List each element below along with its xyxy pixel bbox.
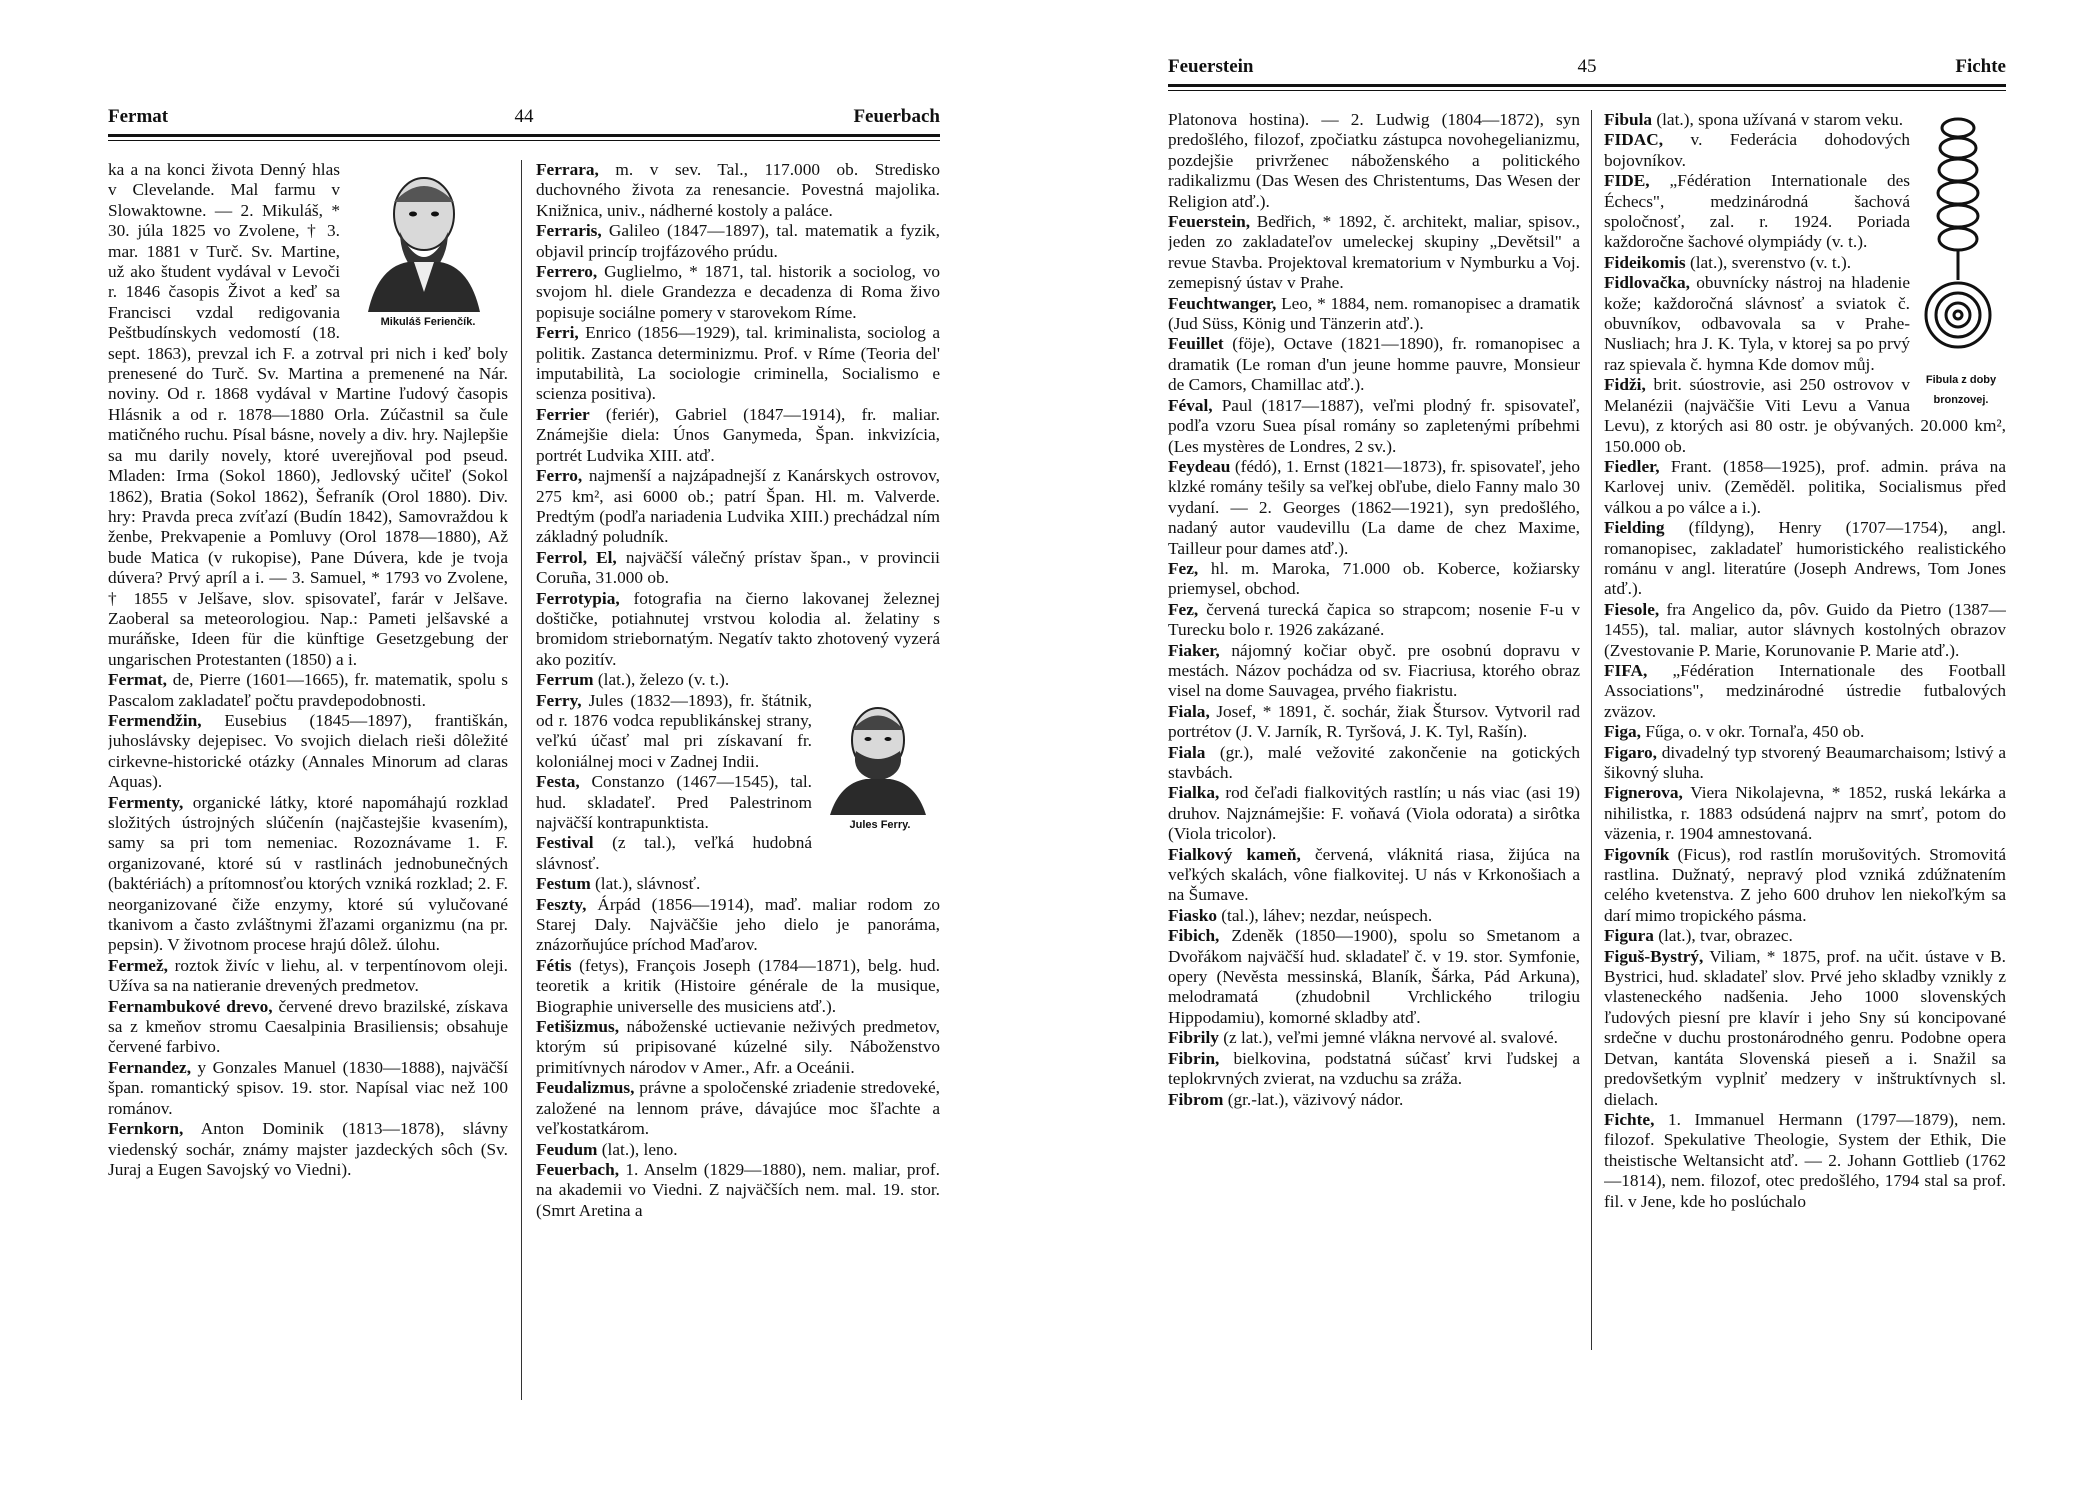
entry-headword: Festa,	[536, 772, 580, 792]
entry-headword: Ferrum	[536, 670, 594, 690]
dictionary-entry	[1168, 600, 1580, 641]
dictionary-entry	[1168, 702, 1580, 743]
header-left-keyword: Fermat	[108, 106, 169, 127]
entry-headword: Figura	[1604, 926, 1654, 946]
entry-headword: Fiedler,	[1604, 456, 1660, 476]
dictionary-entry	[1604, 783, 2006, 844]
header-left-keyword: Feuerstein	[1168, 56, 1254, 77]
entry-headword: Fétis	[536, 955, 572, 975]
dictionary-entry	[108, 997, 508, 1058]
entry-text: (lat.), tvar, obrazec.	[1653, 926, 1793, 946]
entry-headword: Feuillet	[1168, 334, 1224, 354]
dictionary-entry	[108, 1058, 508, 1119]
dictionary-entry	[1604, 1110, 2006, 1212]
column-divider	[521, 160, 522, 1400]
entry-headword: Feuerstein,	[1168, 212, 1251, 232]
entry-text: organické látky, ktoré napomáhajú rozklad složitých ústrojných slúčenín (najčastejšie kvasením), samy sa pri tom nemeniac. Rozoznávame 1. F. organizované, ktoré sú v rastlinách jednobunečných (baktériách) a prítomnosťou ktorých vzniká rozklad; 2. F. neorganizované čiže enzymy, ktoré sú vylučované tkanivom a často zvláštnymi žľazami organizmu (na pr. pepsin). V životnom procese hrajú dôlež. úlohu.	[108, 792, 508, 955]
entry-headword: Fez,	[1168, 599, 1199, 619]
entry-headword: Ferry,	[536, 690, 582, 710]
entry-headword: Figaro,	[1604, 742, 1657, 762]
entry-text: rod čeľadi fialkovitých rastlín; u nás viac (asi 19) druhov. Najznámejšie: F. voňavá (Viola odorata) a sirôtka (Viola tricolor).	[1168, 783, 1580, 844]
dictionary-entry	[536, 548, 940, 589]
entry-headword: Fibich,	[1168, 926, 1220, 946]
dictionary-entry	[1604, 457, 2006, 518]
dictionary-entry	[1604, 722, 2006, 742]
dictionary-entry	[536, 466, 940, 548]
column-divider	[1591, 110, 1592, 1350]
entry-headword: FIDAC,	[1604, 130, 1664, 150]
entry-headword: Fiasko	[1168, 905, 1217, 925]
entry-headword: FIFA,	[1604, 660, 1648, 680]
entry-headword: Fernandez,	[108, 1057, 192, 1077]
running-head	[1168, 50, 2006, 84]
dictionary-entry	[1604, 926, 2006, 946]
dictionary-entry	[1168, 559, 1580, 600]
header-rule-thin	[1168, 90, 2006, 91]
entry-headword: Fialka,	[1168, 783, 1220, 803]
figure-caption: Jules Ferry.	[849, 818, 911, 831]
dictionary-entry	[108, 793, 508, 956]
entry-headword: Fermež,	[108, 955, 168, 975]
dictionary-entry	[1168, 1049, 1580, 1090]
entry-text: (gr.-lat.), väzivový nádor.	[1223, 1089, 1404, 1109]
dictionary-entry	[108, 1119, 508, 1180]
entry-text: červená, vláknitá riasa, žijúca na veľkých skalách, vône fialkovitej. U nás v Krkonošiach a na Šumave.	[1168, 844, 1580, 905]
entry-headword: Figovník	[1604, 844, 1670, 864]
dictionary-entry	[1168, 110, 1580, 212]
entry-text: (gr.), malé vežovité zakončenie na gotických stavbách.	[1168, 742, 1580, 782]
dictionary-entry	[536, 405, 940, 466]
entry-text: v. Federácia dohodových bojovníkov.	[1604, 130, 1910, 170]
dictionary-entry	[536, 1078, 940, 1139]
portrait-illustration	[348, 162, 498, 312]
dictionary-entry	[536, 160, 940, 221]
entry-text: 1. Anselm (1829—1880), nem. maliar, prof. na akademii vo Viedni. Z najväčších nem. mal. 19. stor. (Smrt Aretina a	[536, 1159, 940, 1220]
entry-text: najmenší a najzápadnejší z Kanárskych ostrovov, 275 km², asi 6000 ob.; patrí Špan. Hl. m. Valverde. Predtým (podľa nariadenia Ludvika XIII.) prechádzal ním základný poludník.	[536, 466, 940, 547]
entry-text: (fédó), 1. Ernst (1821—1873), fr. spisovateľ, jeho klzké romány tešily sa veľkej obľube, dielo Fanny malo 30 vydaní. — 2. Georges (1862—1921), syn predošlého, nadaný autor vaudevillu (La dame de chez Maxime, Tailleur pour dames atď.).	[1168, 456, 1580, 558]
portrait-illustration	[820, 695, 934, 815]
right-page-column-1	[1168, 110, 1580, 1400]
entry-headword: Feuchtwanger,	[1168, 293, 1277, 313]
entry-text: (z lat.), veľmi jemné vlákna nervové al. svalové.	[1218, 1028, 1558, 1048]
entry-headword: Fermenty,	[108, 792, 184, 812]
entry-text: (lat.), sverenstvo (v. t.).	[1685, 252, 1852, 272]
entry-text: fra Angelico da, pôv. Guido da Pietro (1387—1455), tal. maliar, autor slávnych kostolných obrazov (Zvestovanie P. Marie, Korunovanie P. Marie atď.).	[1604, 599, 2006, 660]
header-rule-thin	[108, 140, 940, 141]
dictionary-entry	[536, 1140, 940, 1160]
dictionary-entry	[1168, 1090, 1580, 1110]
entry-text: červené drevo brazilské, získava sa z kmeňov stromu Caesalpinia Brasiliensis; obsahuje červené farbivo.	[108, 996, 508, 1057]
dictionary-entry	[1604, 600, 2006, 661]
entry-text: ka a na konci života Denný hlas v Clevelande. Mal farmu v Slowaktowne. — 2. Mikuláš, * 30. júla 1825 vo Zvolene, † 3. mar. 1881 v Turč. Sv. Martine, už ako študent vydával v Levoči r. 1846 časopis Život a keď sa Francisci vzdal redigovania Peštbudínskych vedomostí (18. sept. 1863), prevzal ich F. a zotrval pri nich i keď boly prenesené do Turč. Sv. Martina a premenené na Nár. noviny. Od r. 1868 vydával v Martine ľudový časopis Hlásnik a od r. 1878—1880 Orla. Zúčastnil sa čule matičného ruchu. Písal básne, novely a div. hry. Najlepšie sa mu darily novely, ktoré uverejňoval pod pseud. Mladen: Irma (Sokol 1860), Jedlovský učiteľ (Sokol 1862), Bratia (Sokol 1862), Šefraník (Orol 1880). Div. hry: Pravda preca zvíťazí (Budín 1842), Samovraždou k ženbe, Prekvapenie a Pomluvy (Orol 1878—1880), Až bude Matica (v rukopise), Pane Dúvera, kde je tvoja dúvera? Prvý apríl a i. — 3. Samuel, * 1793 vo Zvolene, † 1855 v Jelšave, slov. spisovateľ, farár v Jelšave. Zaoberal sa meteorologiou. Nap.: Pameti jelšavské a muráňske, Ideen für die künftige Gesetzgebung der ungarischen Protestanten (1850) a i.	[108, 160, 508, 669]
entry-text: Zdeněk (1850—1900), spolu so Smetanom a Dvořákom najväčší hud. skladateľ č. v 19. stor. Symfonie, opery (Nevěsta messinská, Blaník, Šárka, Pád Arkuna), melodramatá (zhudobnil Vrchlického trilogiu Hippodamiu), komorné skladby atď.	[1168, 926, 1580, 1027]
entry-text: Galileo (1847—1897), tal. matematik a fyzik, objavil princíp trojfázového prúdu.	[536, 221, 940, 261]
entry-text: „Fédération Internationale des Football Associations", medzinárodné ústredie futbalových zväzov.	[1604, 660, 2006, 721]
entry-text: Guglielmo, * 1871, tal. historik a sociolog, vo svojom hl. diele Grandezza e decadenza di Roma živo popisuje sociálne pomery v starovekom Ríme.	[536, 262, 940, 322]
fibula-illustration	[1916, 110, 2000, 370]
entry-headword: Fidži,	[1604, 375, 1646, 395]
dictionary-entry	[108, 670, 508, 711]
entry-text: Leo, * 1884, nem. romanopisec a dramatik (Jud Süss, König und Tänzerin atď.).	[1168, 293, 1580, 334]
entry-text: náboženské uctievanie neživých predmetov, ktorým sú pripisované kúzelné sily. Náboženstvo primitívnych národov v Amer., Afr. a Oceánii.	[536, 1017, 940, 1077]
entry-text: (fíldyng), Henry (1707—1754), angl. romanopisec, zakladateľ humoristického realistického románu v angl. literatúre (Joseph Andrews, Tom Jones atď.).	[1604, 518, 2006, 599]
portrait-figure	[820, 695, 940, 835]
entry-text: Anton Dominik (1813—1878), slávny viedenský sochár, známy majster jazdeckých sôch (Sv. Juraj a Eugen Savojský vo Viedni).	[108, 1119, 508, 1179]
dictionary-entry	[536, 1017, 940, 1078]
entry-text: (föje), Octave (1821—1890), fr. romanopisec a dramatik (Le roman d'un jeune homme pauvre, Monsieur de Camors, Chamillac atď.).	[1168, 334, 1580, 395]
entry-headword: Fibula	[1604, 110, 1653, 129]
dictionary-entry	[1168, 334, 1580, 395]
dictionary-entry	[1168, 743, 1580, 784]
dictionary-entry	[1168, 783, 1580, 844]
header-right-keyword: Feuerbach	[853, 106, 940, 127]
dictionary-entry	[1604, 661, 2006, 722]
header-rule	[108, 134, 940, 137]
entry-headword: Ferrero,	[536, 262, 598, 282]
entry-text: m. v sev. Tal., 117.000 ob. Stredisko duchovného života za renesancie. Povestná majolika. Knižnica, univ., nádherné kostoly a paláce.	[536, 160, 940, 220]
entry-headword: Ferrotypia,	[536, 588, 620, 608]
entry-headword: Fiesole,	[1604, 599, 1660, 619]
entry-headword: Fermendžin,	[108, 710, 202, 730]
dictionary-entry	[108, 711, 508, 793]
dictionary-entry	[1604, 518, 2006, 600]
entry-text: Platonova hostina). — 2. Ludwig (1804—1872), syn predošlého, filozof, zpočiatku zástupca novohegelianizmu, pozdejšie privrženec náboženského a politického radikalizmu (Das Wesen des Christentums, Das Wesen der Religion atď.).	[1168, 110, 1580, 211]
entry-headword: Fielding	[1604, 518, 1665, 538]
entry-text: (lat.), železo (v. t.).	[593, 670, 730, 690]
entry-text: Árpád (1856—1914), maď. maliar rodom zo Starej Daly. Najväčšie jeho dielo je panoráma, znázorňujúce príchod Maďarov.	[536, 894, 940, 955]
entry-headword: Fetišizmus,	[536, 1017, 620, 1037]
entry-text: (z tal.), veľká hudobná slávnosť.	[536, 833, 812, 873]
header-rule	[1168, 84, 2006, 87]
dictionary-entry	[536, 589, 940, 671]
entry-text: „Fédération Internationale des Échecs", medzinárodná šachová spoločnosť, zal. r. 1924. Poriada každoročne šachové olympiády (v. t.).	[1604, 171, 1910, 252]
fibula-figure	[1916, 110, 2006, 411]
entry-headword: Fignerova,	[1604, 783, 1683, 803]
entry-headword: Feudum	[536, 1139, 598, 1159]
entry-headword: Feydeau	[1168, 456, 1231, 476]
dictionary-entry	[1168, 294, 1580, 335]
dictionary-entry	[1604, 947, 2006, 1110]
entry-text: hl. m. Maroka, 71.000 ob. Koberce, kožiarsky priemysel, obchod.	[1168, 558, 1580, 599]
dictionary-entry	[536, 262, 940, 323]
entry-text: (feriér), Gabriel (1847—1914), fr. maliar. Známejšie diela: Únos Ganymeda, Špan. inkvizícia, portrét Ludvika XIII. atď.	[536, 404, 940, 465]
entry-text: de, Pierre (1601—1665), fr. matematik, spolu s Pascalom zakladateľ počtu pravdepodobnosti.	[108, 670, 508, 710]
entry-headword: Fiala,	[1168, 701, 1210, 721]
entry-text: právne a spoločenské zriadenie stredoveké, založené na lennom práve, dávajúce moc šľachte a veľkostatkárom.	[536, 1078, 940, 1139]
header-right-keyword: Fichte	[1955, 56, 2006, 77]
entry-headword: Feudalizmus,	[536, 1078, 635, 1098]
entry-headword: Festival	[536, 833, 594, 853]
entry-text: Bedřich, * 1892, č. architekt, maliar, spisov., jeden zo zakladateľov umeleckej skupiny „Devětsil" a revue Stavba. Projektoval krematorium v Nymburku a Voj. zemepisný ústav v Prahe.	[1168, 212, 1580, 293]
entry-text: 1. Immanuel Hermann (1797—1879), nem. filozof. Spekulative Theologie, System der Ethik, Die theistische Weltansicht atď. — 2. Johann Gottlieb (1762—1814), nem. filozof, otec predošlého, 1794 stal sa prof. fil. v Jene, kde ho poslúchalo	[1604, 1109, 2006, 1211]
entry-text: roztok živíc v liehu, al. v terpentínovom oleji. Užíva sa na natieranie drevených predmetov.	[108, 955, 508, 996]
dictionary-entry	[1168, 457, 1580, 559]
entry-text: (lat.), slávnosť.	[590, 874, 701, 894]
entry-text: nájomný kočiar obyč. pre osobnú dopravu v mestách. Názov pochádza od sv. Fiacriusa, ktorého obraz visel na dome Sauvagea, prvého fiakristu.	[1168, 640, 1580, 701]
entry-headword: Fialkový kameň,	[1168, 844, 1301, 864]
dictionary-entry	[1604, 743, 2006, 784]
entry-headword: Fernambukové drevo,	[108, 996, 273, 1016]
entry-headword: Fideikomis	[1604, 252, 1686, 272]
running-head	[108, 100, 940, 134]
page-number: 45	[1577, 56, 1597, 77]
entry-text: Viera Nikolajevna, * 1852, ruská lekárka a nihilistka, r. 1883 odsúdená najprv na smrť, potom do väzenia, r. 1904 amnestovaná.	[1604, 783, 2006, 844]
entry-headword: Ferrara,	[536, 160, 599, 179]
entry-headword: Ferri,	[536, 323, 579, 343]
entry-headword: Fidlovačka,	[1604, 273, 1690, 293]
entry-text: y Gonzales Manuel (1830—1888), najväčší špan. romantický spisov. 19. stor. Napísal viac než 100 románov.	[108, 1057, 508, 1118]
dictionary-entry	[536, 956, 940, 1017]
left-page	[108, 100, 940, 1460]
portrait-figure	[348, 162, 508, 332]
dictionary-entry	[536, 670, 940, 690]
entry-text: divadelný typ stvorený Beaumarchaisom; lstivý a šikovný sluha.	[1604, 742, 2006, 782]
entry-headword: Fermat,	[108, 670, 168, 690]
entry-text: obuvnícky nástroj na hladenie kože; každoročná slávnosť a sviatok č. obuvníkov, odbavovala sa v Prahe-Nusliach; hra J. K. Tyla, v ktorej sa po prvý raz spievala č. hymna Kde domov můj.	[1604, 273, 1910, 374]
entry-headword: Fiaker,	[1168, 640, 1220, 660]
left-page-column-1	[108, 160, 508, 1450]
dictionary-entry	[536, 833, 940, 874]
entry-text: červená turecká čapica so strapcom; nosenie F-u v Turecku bolo r. 1926 zakázané.	[1168, 599, 1580, 640]
entry-text: Constanzo (1467—1545), tal. hud. skladateľ. Pred Palestrinom najväčší kontrapunktista.	[536, 772, 812, 832]
entry-headword: Fernkorn,	[108, 1119, 184, 1139]
entry-headword: Figa,	[1604, 722, 1641, 742]
entry-headword: Figuš-Bystrý,	[1604, 946, 1704, 966]
entry-text: bielkovina, podstatná súčasť krvi ľudskej a teplokrvných zvierat, na vzduchu sa zráža.	[1168, 1048, 1580, 1089]
entry-text: (fetys), François Joseph (1784—1871), belg. hud. teoretik a kritik (Histoire générale de la musique, Biographie universelle des musiciens atď.).	[536, 955, 940, 1016]
entry-text: fotografia na čierno lakovanej železnej doštičke, potiahnutej vrstvou kolodia al. želatiny s bromidom striebornatým. Negatív takto zhotovený vyzerá ako pozitív.	[536, 588, 940, 669]
entry-headword: Fibrom	[1168, 1089, 1224, 1109]
entry-headword: Ferrier	[536, 404, 590, 424]
entry-headword: Fibrin,	[1168, 1048, 1220, 1068]
dictionary-entry	[1168, 845, 1580, 906]
entry-text: Fűga, o. v okr. Tornaľa, 450 ob.	[1640, 722, 1865, 742]
right-page	[1168, 50, 2006, 1410]
entry-headword: Ferrol, El,	[536, 547, 617, 567]
dictionary-entry	[1168, 212, 1580, 294]
entry-text: Viliam, * 1875, prof. na učit. ústave v B. Bystrici, hud. skladateľ slov. Prvé jeho skladby vznikly z vlasteneckého nadšenia. Jeho 1000 slovenských ľudových piesní pre klavír i jeho Sny sú koncipované srdečne v duchu prostonárodného genru. Podobne opera Detvan, kantáta Slovenská pieseň a i. Snažil sa predovšetkým vyplniť medzery v inštruktívnych sl. dielach.	[1604, 946, 2006, 1109]
dictionary-entry	[1168, 926, 1580, 1028]
figure-caption: Mikuláš Ferienčík.	[380, 316, 476, 328]
entry-text: Eusebius (1845—1897), františkán, juhoslávsky dejepisec. Vo svojich dielach rieši dôležité cirkevne-historické otázky (Annales Minorum ad claras Aquas).	[108, 710, 508, 792]
dictionary-entry	[536, 1160, 940, 1221]
entry-text: Paul (1817—1887), veľmi plodný fr. spisovateľ, podľa vzoru Suea písal romány so zapletenými príbehmi (Les mystères de Londres, 2 sv.).	[1168, 395, 1580, 456]
dictionary-entry	[536, 221, 940, 262]
entry-text: (lat.), leno.	[597, 1139, 678, 1159]
entry-headword: Fiala	[1168, 742, 1206, 762]
entry-text: (lat.), spona užívaná v starom veku.	[1652, 110, 1904, 129]
dictionary-entry	[536, 895, 940, 956]
figure-caption: Fibula z doby bronzovej.	[1925, 374, 1997, 407]
right-page-column-2	[1604, 110, 2006, 1400]
entry-headword: Feuerbach,	[536, 1159, 620, 1179]
entry-text: Enrico (1856—1929), tal. kriminalista, sociolog a politik. Zastanca determinizmu. Prof. v Ríme (Teoria del' imputabilità, La sociologie criminella, Socialismo e scienza positiva).	[536, 323, 940, 404]
entry-headword: Ferro,	[536, 466, 583, 486]
entry-headword: Festum	[536, 874, 591, 894]
dictionary-entry	[1168, 1028, 1580, 1048]
entry-text: brit. súostrovie, asi 250 ostrovov v Melanézii (najväčšie Viti Levu a Vanua Levu), z ktorých asi 80 ostr. je obývaných. 20.000 km², 150.000 ob.	[1604, 375, 2006, 456]
dictionary-entry	[1168, 641, 1580, 702]
left-page-column-2	[536, 160, 940, 1450]
dictionary-entry	[108, 956, 508, 997]
entry-text: najväčší válečný prístav špan., v provincii Coruña, 31.000 ob.	[536, 547, 940, 588]
page-number: 44	[514, 106, 534, 127]
entry-headword: Féval,	[1168, 395, 1213, 415]
entry-headword: Fez,	[1168, 558, 1199, 578]
entry-headword: Fibrily	[1168, 1028, 1219, 1048]
entry-text: Frant. (1858—1925), prof. admin. práva na Karlovej univ. (Zeměděl. politika, Socialismus před válkou a po válce a i.).	[1604, 456, 2006, 517]
entry-text: (tal.), láhev; nezdar, neúspech.	[1216, 905, 1433, 925]
entry-text: Josef, * 1891, č. sochár, žiak Štursov. Vytvoril rad portrétov (J. V. Jarník, R. Tyršová, J. K. Tyl, Rašín).	[1168, 701, 1580, 742]
dictionary-entry	[1168, 396, 1580, 457]
entry-headword: FIDE,	[1604, 171, 1650, 191]
dictionary-entry	[1604, 845, 2006, 927]
entry-headword: Ferraris,	[536, 221, 602, 241]
entry-text: Jules (1832—1893), fr. štátnik, od r. 1876 vodca republikánskej strany, veľkú účasť mal pri získavaní fr. koloniálnej moci v Zadnej Indii.	[536, 690, 812, 771]
entry-headword: Fichte,	[1604, 1109, 1655, 1129]
dictionary-entry	[536, 323, 940, 405]
entry-headword: Feszty,	[536, 894, 587, 914]
dictionary-entry	[536, 874, 940, 894]
dictionary-entry	[1168, 906, 1580, 926]
entry-text: (Ficus), rod rastlín morušovitých. Stromovitá rastlina. Dužnatý, nepravý plod vzniká zdúžnatením celého kvetenstva. Z jeho 600 druhov len niekoľkým sa darí mimo tropického pásma.	[1604, 844, 2006, 925]
